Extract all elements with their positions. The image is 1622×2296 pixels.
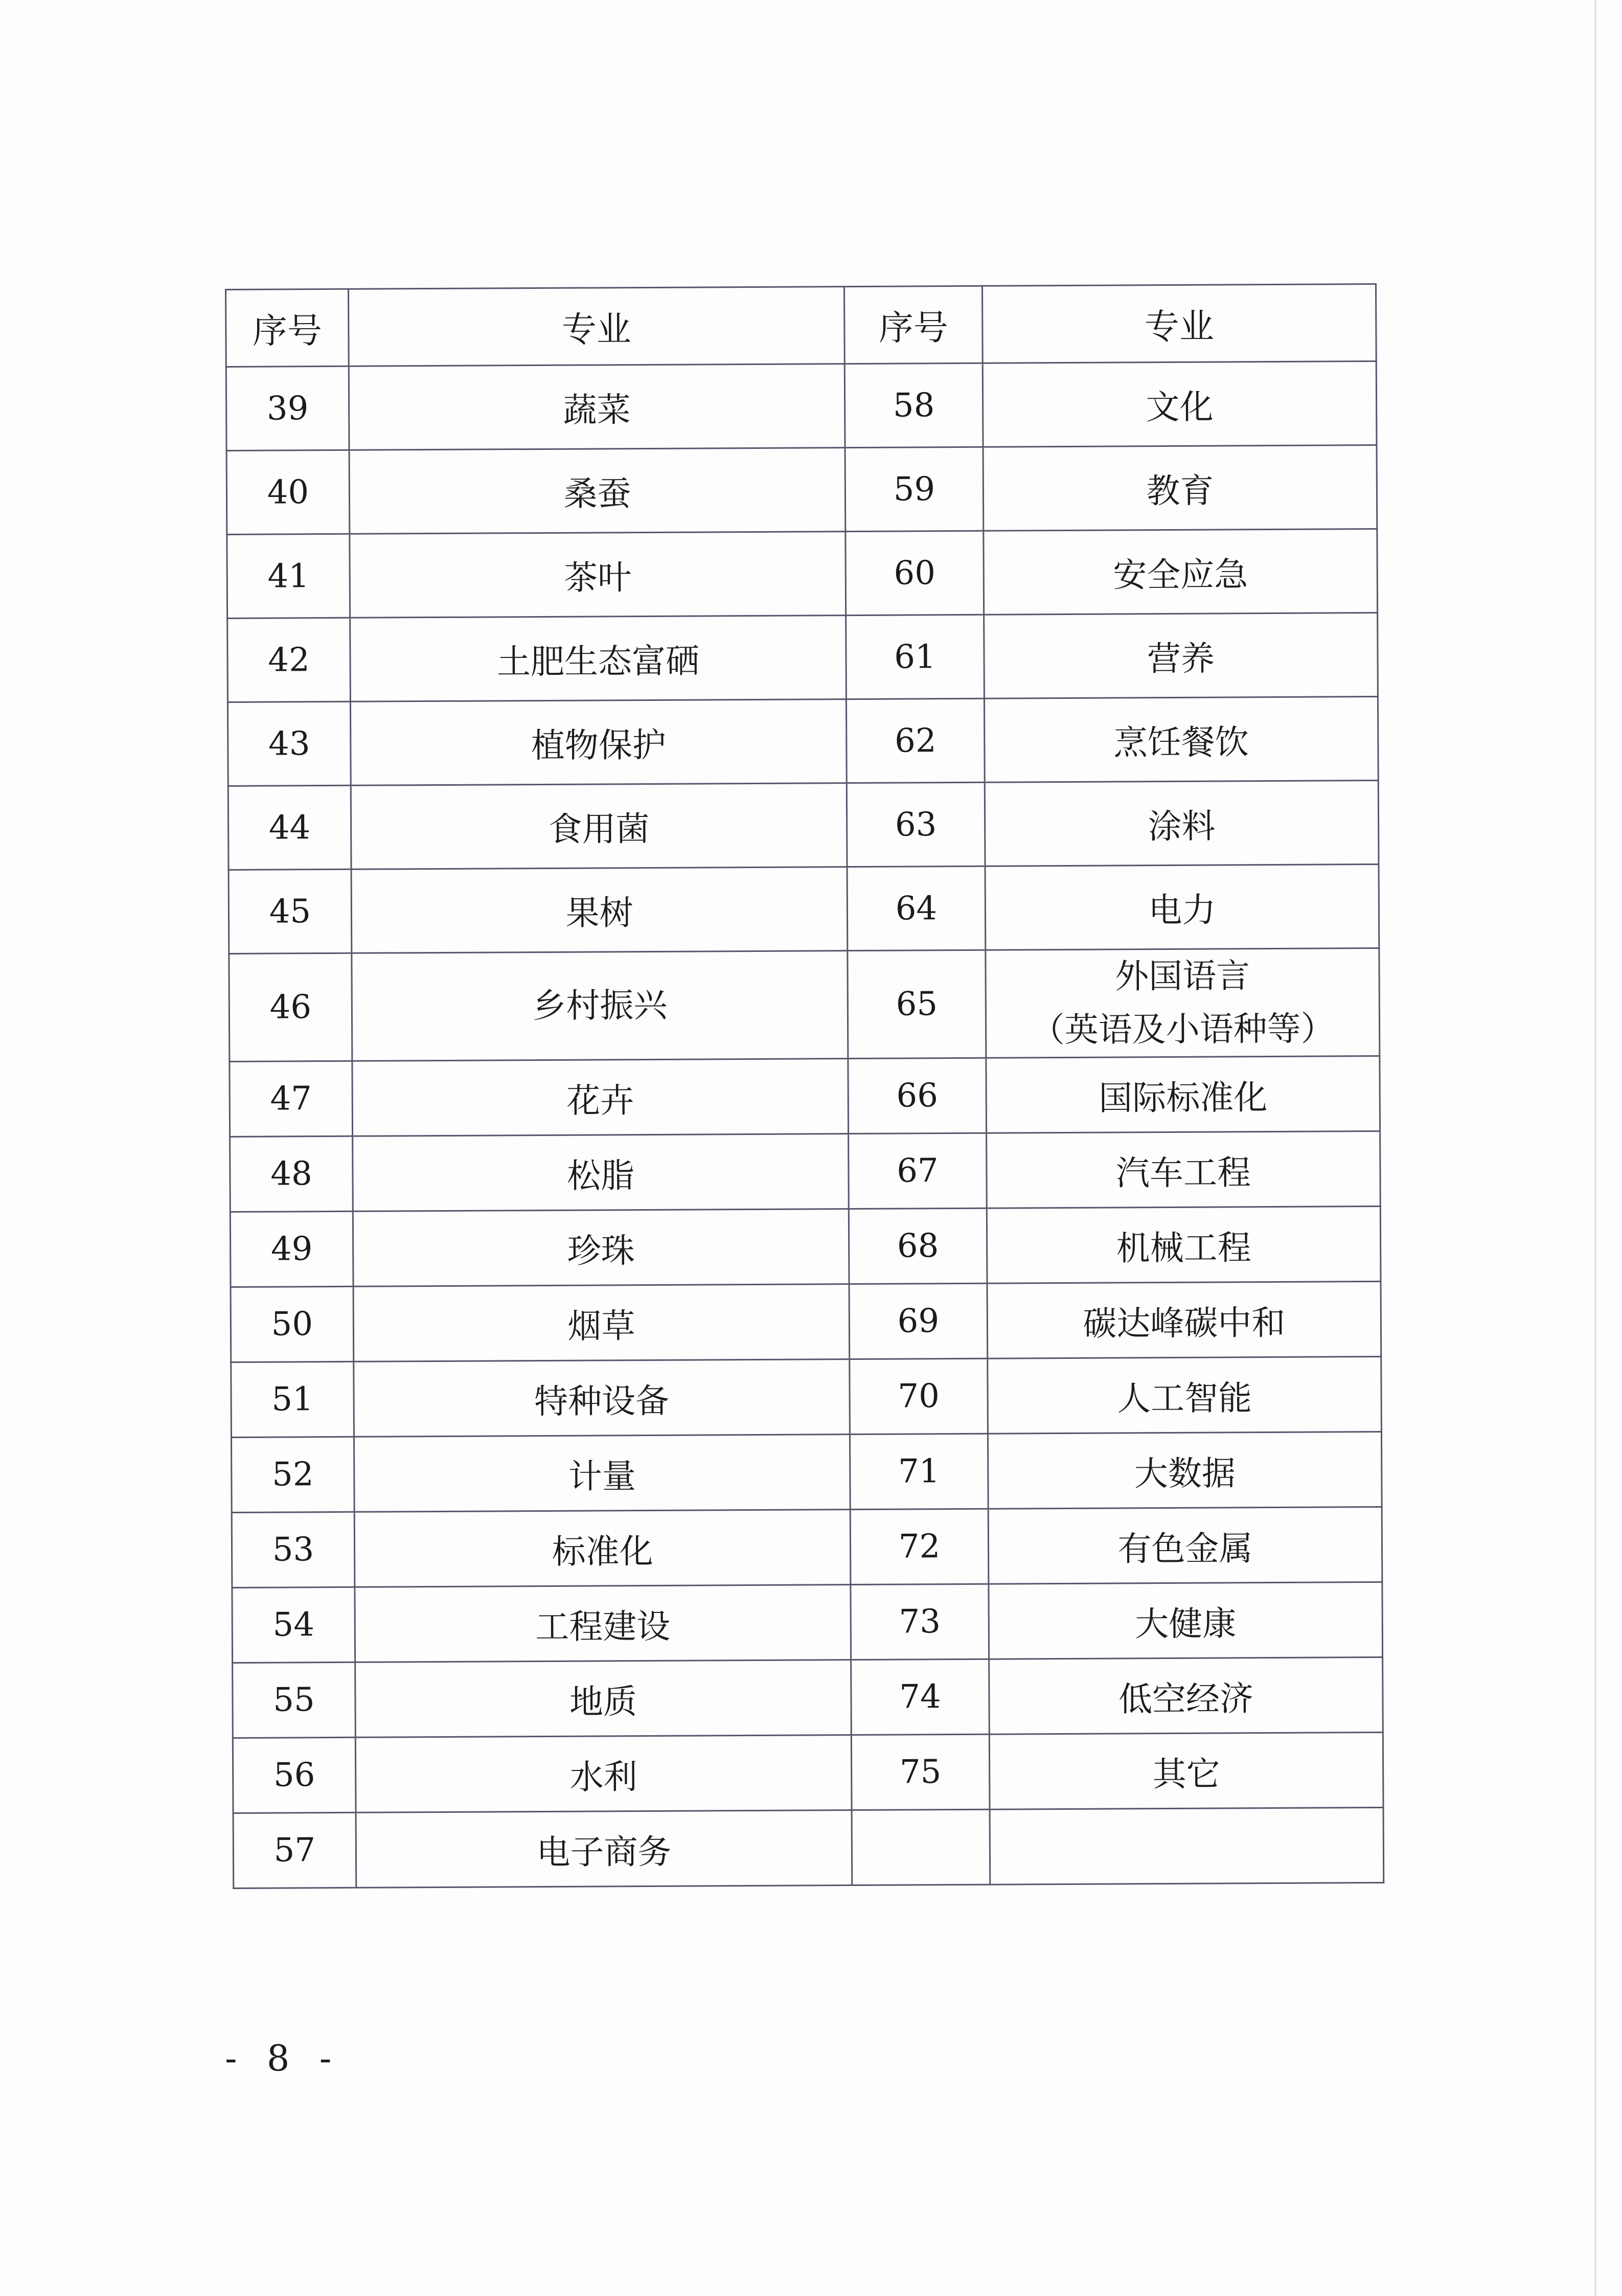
table-row	[229, 864, 1379, 953]
major-cell	[986, 948, 1380, 1058]
major-cell	[990, 1807, 1384, 1884]
table-row	[233, 1807, 1384, 1888]
serial-cell: 43	[227, 701, 351, 786]
header-major-left: 专业	[349, 287, 845, 367]
serial-cell: 75	[851, 1734, 990, 1810]
scan-page-edge	[1594, 0, 1597, 2296]
serial-cell: 67	[849, 1133, 987, 1209]
major-cell: 大数据	[988, 1431, 1382, 1509]
major-cell: 水利	[355, 1735, 852, 1813]
major-cell: 特种设备	[354, 1359, 850, 1437]
major-cell: 烹饪餐饮	[984, 696, 1378, 782]
serial-cell: 45	[229, 869, 352, 953]
major-cell: 工程建设	[355, 1585, 851, 1663]
major-cell: 汽车工程	[987, 1131, 1381, 1208]
table-row	[230, 1056, 1380, 1136]
major-cell: 珍珠	[353, 1209, 849, 1287]
major-cell: 电力	[985, 864, 1379, 950]
major-cell-line: （英语及小语种等）	[1031, 1009, 1335, 1050]
table-row	[226, 445, 1377, 534]
serial-cell: 65	[848, 950, 986, 1058]
serial-cell: 62	[846, 698, 985, 783]
table-row	[227, 612, 1378, 702]
major-cell: 碳达峰碳中和	[987, 1281, 1381, 1358]
major-cell: 土肥生态富硒	[350, 616, 847, 702]
serial-cell	[852, 1809, 990, 1885]
table-row	[230, 1206, 1381, 1287]
major-cell: 涂料	[985, 780, 1379, 866]
table-row	[226, 361, 1377, 450]
serial-cell: 59	[845, 447, 984, 531]
serial-cell: 41	[227, 534, 350, 618]
major-cell: 乡村振兴	[352, 951, 848, 1061]
major-cell: 人工智能	[988, 1356, 1382, 1434]
table-row	[231, 1356, 1382, 1437]
serial-cell: 46	[229, 953, 352, 1061]
major-cell: 计量	[354, 1435, 850, 1512]
major-cell: 其它	[989, 1732, 1383, 1809]
table-row	[233, 1657, 1383, 1738]
serial-cell: 70	[850, 1358, 988, 1434]
table-row	[227, 529, 1378, 618]
serial-cell: 74	[851, 1659, 990, 1735]
major-cell: 食用菌	[351, 783, 847, 870]
table-header-row	[226, 284, 1377, 367]
major-cell: 植物保护	[350, 699, 847, 786]
serial-cell: 51	[231, 1361, 354, 1437]
table-row	[232, 1507, 1382, 1587]
major-cell: 蔬菜	[349, 364, 845, 450]
major-cell: 茶叶	[350, 532, 846, 618]
serial-cell: 55	[233, 1662, 356, 1738]
major-cell: 标准化	[354, 1510, 851, 1587]
table-row	[229, 948, 1380, 1061]
table-row	[233, 1732, 1383, 1813]
major-cell-line: 外国语言	[1114, 956, 1250, 996]
serial-cell: 53	[232, 1512, 355, 1587]
major-cell: 松脂	[353, 1134, 849, 1212]
serial-cell: 56	[233, 1737, 356, 1813]
major-cell: 有色金属	[988, 1507, 1382, 1584]
table-row	[231, 1431, 1382, 1512]
serial-cell: 54	[232, 1587, 355, 1663]
table-row	[230, 1131, 1381, 1212]
serial-cell: 50	[231, 1286, 354, 1362]
serial-cell: 72	[850, 1509, 989, 1584]
serial-cell: 68	[849, 1208, 987, 1284]
major-cell: 国际标准化	[986, 1056, 1380, 1133]
serial-cell: 64	[847, 866, 986, 950]
serial-cell: 40	[226, 450, 350, 534]
major-cell: 烟草	[353, 1284, 850, 1362]
serial-cell: 61	[846, 615, 985, 699]
serial-cell: 44	[228, 785, 351, 870]
majors-table	[225, 283, 1384, 1889]
major-cell: 机械工程	[987, 1206, 1381, 1283]
serial-cell: 58	[844, 363, 983, 447]
header-serial-left: 序号	[226, 289, 349, 367]
table-row	[232, 1582, 1383, 1663]
serial-cell: 57	[233, 1812, 356, 1888]
serial-cell: 49	[230, 1211, 353, 1287]
serial-cell: 63	[847, 782, 985, 867]
header-major-right: 专业	[982, 284, 1376, 363]
major-cell: 营养	[984, 612, 1378, 698]
major-cell: 果树	[351, 867, 848, 953]
serial-cell: 52	[231, 1437, 354, 1512]
table-row	[228, 780, 1379, 870]
major-cell: 安全应急	[984, 529, 1378, 615]
major-cell: 花卉	[352, 1059, 849, 1136]
serial-cell: 39	[226, 366, 349, 450]
table-row	[231, 1281, 1381, 1362]
serial-cell: 66	[848, 1058, 987, 1133]
serial-cell: 71	[850, 1434, 988, 1509]
serial-cell: 47	[230, 1061, 353, 1136]
serial-cell: 60	[846, 531, 984, 615]
major-cell: 低空经济	[989, 1657, 1383, 1734]
major-cell: 文化	[983, 361, 1377, 447]
major-cell: 电子商务	[356, 1810, 852, 1888]
serial-cell: 69	[849, 1283, 988, 1359]
serial-cell: 42	[227, 618, 351, 702]
major-cell: 教育	[983, 445, 1377, 531]
major-cell: 大健康	[989, 1582, 1383, 1659]
table-body	[226, 361, 1384, 1888]
table-row	[227, 696, 1378, 786]
serial-cell: 48	[230, 1136, 353, 1212]
major-cell: 地质	[355, 1660, 852, 1738]
page-number: - 8 -	[225, 2037, 341, 2079]
major-cell: 桑蚕	[349, 448, 846, 534]
serial-cell: 73	[851, 1584, 989, 1660]
header-serial-right: 序号	[844, 286, 983, 363]
